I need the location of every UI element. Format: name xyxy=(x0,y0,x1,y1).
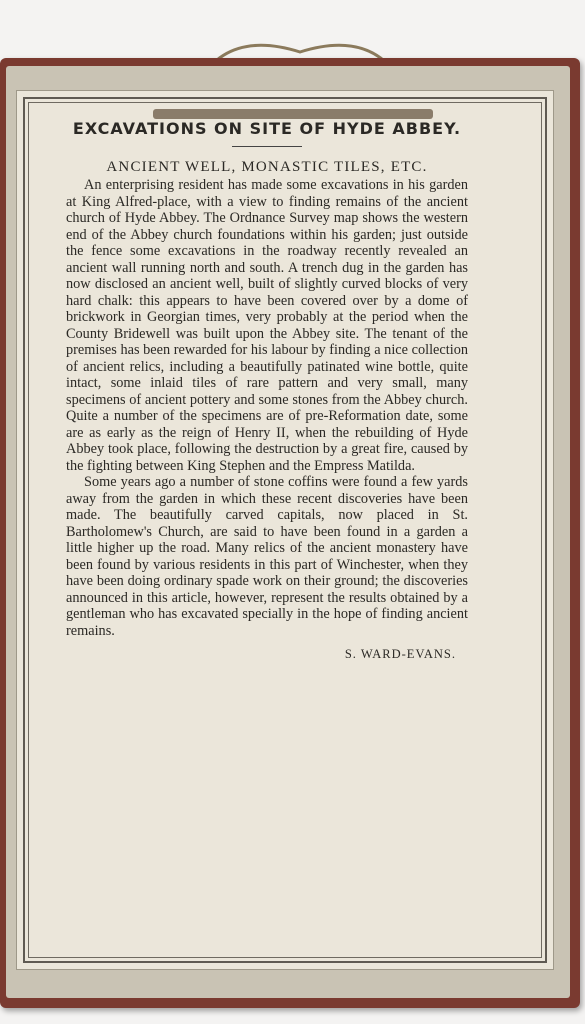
article xyxy=(66,118,468,662)
article-paragraph-1: An enterprising resident has made some excavations in his garden at King Alfred-place, with a view to finding remains of the ancient church of Hyde Abbey. The Ordnance Survey map shows the western end of the Abbey church foundations within his garden; just outside the fence some excavations in the roadway recently revealed an ancient wall running north and south. A trench dug in the garden has now disclosed an ancient well, built of slightly curved blocks of very hard chalk: this appears to have been covered over by a dome of brickwork in Georgian times, very probably at the period when the County Bridewell was built upon the Abbey site. The tenant of the premises has been rewarded for his labour by finding a nice collection of ancient relics, including a beautifully patinated wine bottle, quite intact, some inlaid tiles of rare pattern and very small, many specimens of ancient pottery and some stones from the Abbey church. Quite a number of the specimens are of pre-Reformation date, some are as early as the reign of Henry II, when the rebuilding of Hyde Abbey took place, following the destruction by a great fire, caused by the fighting between King Stephen and the Empress Matilda. xyxy=(66,177,468,474)
article-subheading: ANCIENT WELL, MONASTIC TILES, ETC. xyxy=(106,159,428,175)
author-signature: S. WARD-EVANS. xyxy=(344,647,456,661)
headline-divider xyxy=(232,146,302,147)
article-paragraph-2: Some years ago a number of stone coffins were found a few yards away from the garden in which these recent discoveries have been made. The beautifully carved capitals, now placed in St. Bartholomew's Church, are said to have been found in a garden a little higher up the road. Many relics of the ancient monastery have been found by various residents in this part of Winchester, when they have been doing ordinary spade work on their ground; the discoveries announced in this article, however, represent the results obtained by a gentleman who has excavated specially in the hope of finding ancient remains. xyxy=(66,474,468,639)
article-headline: EXCAVATIONS ON SITE OF HYDE ABBEY. xyxy=(72,119,462,138)
